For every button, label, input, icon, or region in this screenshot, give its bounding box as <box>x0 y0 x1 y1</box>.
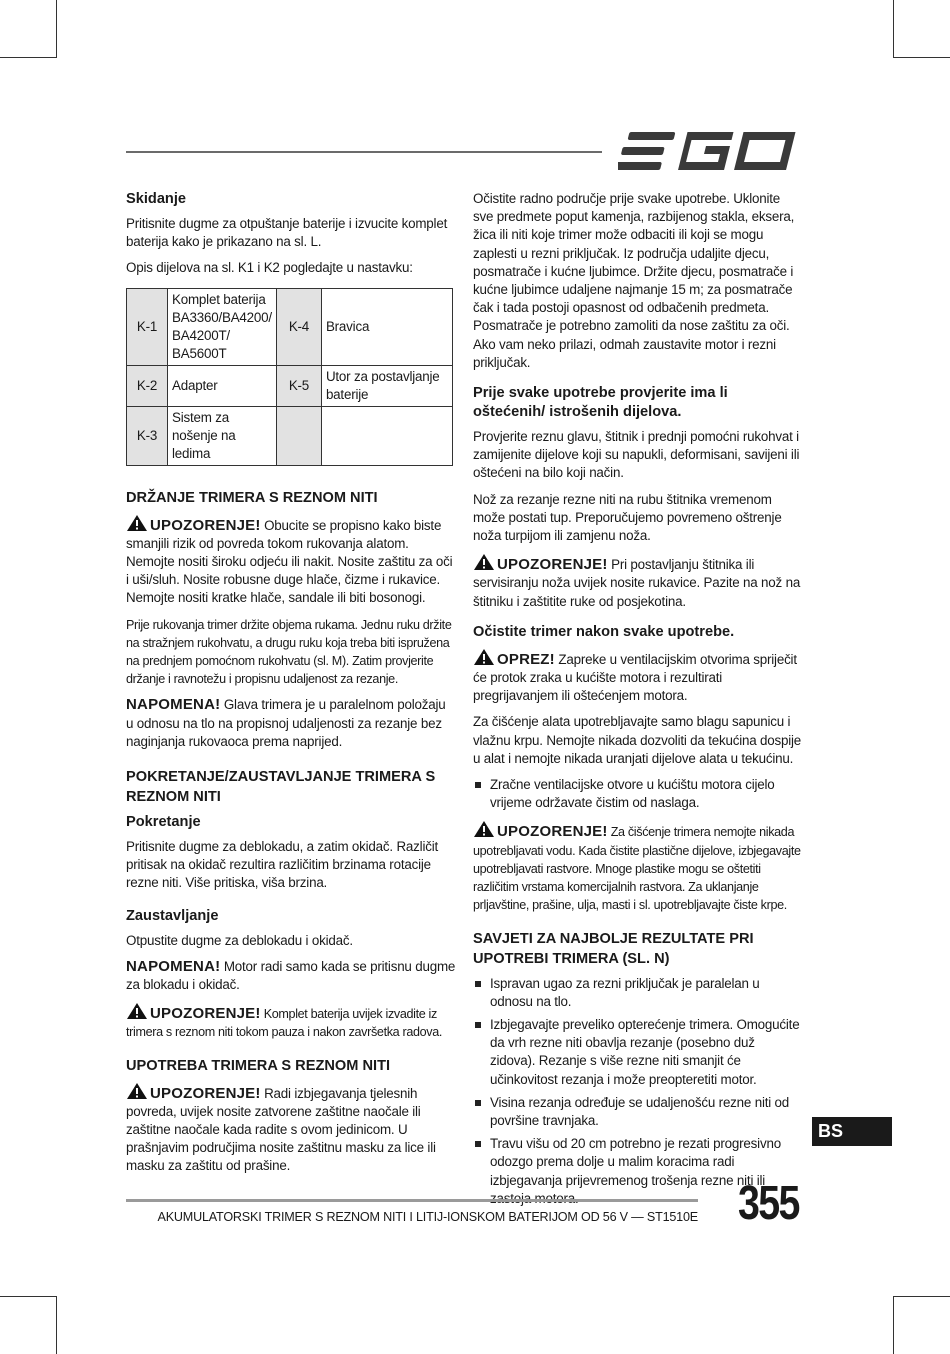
part-code: K-4 <box>276 288 321 365</box>
part-desc: Bravica <box>321 288 452 365</box>
right-column <box>473 190 803 1216</box>
note-paragraph <box>126 958 456 994</box>
part-desc: Komplet baterija BA3360/BA4200/ BA4200T/ BA5600T <box>168 288 277 365</box>
list-item <box>473 776 803 812</box>
warning-paragraph <box>473 553 803 611</box>
warning-label: UPOZORENJE! <box>150 1005 261 1023</box>
warning-triangle-icon <box>473 648 495 666</box>
list-item-text: Izbjegavajte preveliko opterećenje trimera. Omogućite da vrh rezne niti obavlja rezanje (posebno duž zidova). Rezanje s više rezne niti smanjit će učinkovitost rezanja i može preopteretiti motor. <box>490 1016 800 1087</box>
bullet-square-icon <box>475 782 481 788</box>
part-code: K-3 <box>127 406 168 465</box>
list-item-text: Visina rezanja određuje se udaljenošću rezne niti od površine travnjaka. <box>490 1094 790 1128</box>
note-paragraph <box>126 696 456 751</box>
subtitle-pokretanje: Pokretanje <box>126 814 201 831</box>
tips-list <box>473 975 803 1208</box>
warning-triangle-icon <box>126 1082 148 1100</box>
ego-logo <box>618 130 800 172</box>
paragraph: Za čišćenje alata upotrebljavajte samo blagu sapunicu i vlažnu krpu. Nemojte nikada dozvoliti da tekućina dospije u alat i nemojte nikada uranjati dijelove alata u tekućinu. <box>473 714 802 766</box>
bullet-square-icon <box>475 1022 481 1028</box>
bullet-list <box>473 776 803 812</box>
section-title-skidanje: Skidanje <box>126 191 187 207</box>
paragraph: Otpustite dugme za deblokadu i okidač. <box>126 932 353 948</box>
section-title-provjerite: Prije svake upotrebe provjerite ima li oštećenih/ istrošenih dijelova. <box>473 385 728 421</box>
section-title-upotreba: UPOTREBA TRIMERA S REZNOM NITI <box>126 1057 391 1074</box>
part-code: K-1 <box>127 288 168 365</box>
paragraph: Provjerite reznu glavu, štitnik i prednji pomoćni rukohvat i zamijenite dijelove koji su napukli, deformisani, savijeni ili oštećeni na bilo koji način. <box>473 429 800 481</box>
paragraph: Očistite radno područje prije svake upotrebe. Uklonite sve predmete poput kamenja, razbijenog stakla, eksera, žica ili niti koje trimer može odbaciti ili koji se mogu zaplesti u rezni priključak. Iz područja udaljite djecu, posmatrače i kućne ljubimce. Držite djecu, posmatrače i kućne ljubimce udaljene najmanje 15 m; za posmatrače čak i tada postoji opasnost od odbačenih predmeta. Posmatrače je potrebno zamoliti da nose zaštitu za oči. Ako vam neko prilazi, odmah zaustavite motor i rezni priključak. <box>473 191 795 370</box>
warning-label: UPOZORENJE! <box>497 556 608 574</box>
table-row <box>127 406 453 465</box>
table-row <box>127 365 453 406</box>
warning-text: Za čišćenje trimera nemojte nikada upotrebljavati vodu. Kada čistite plastične dijelove, izbjegavajte upotrebljavati rastvore. Mnoge plastike mogu se oštetiti različitim vrstama komercijalnih rastvora. Za uklanjanje prljavštine, prašine, ulja, masti i sl. upotrebljavajte čiste krpe. <box>473 825 801 913</box>
part-code: K-2 <box>127 365 168 406</box>
note-label: NAPOMENA! <box>126 957 221 975</box>
page-number: 355 <box>738 1177 799 1230</box>
parts-table <box>126 288 453 466</box>
warning-label: UPOZORENJE! <box>150 1084 261 1102</box>
paragraph: Pritisnite dugme za deblokadu, a zatim okidač. Različit pritisak na okidač rezultira različitim brzinama rotacije rezne niti. Više pritiska, viša brzina. <box>126 839 439 891</box>
crop-mark <box>56 1296 57 1354</box>
paragraph: Pritisnite dugme za otpuštanje baterije i izvucite komplet baterija kako je prikazano na sl. L. <box>126 216 448 250</box>
list-item <box>473 975 803 1011</box>
bullet-square-icon <box>475 1100 481 1106</box>
note-text: Glava trimera je u paralelnom položaju u odnosu na tlo na propisnoj udaljenosti za rezanje bez naginjanja rukovaoca prema naprijed. <box>126 697 446 749</box>
part-desc: Sistem za nošenje na ledima <box>168 406 277 465</box>
footer-rule <box>126 1199 698 1202</box>
list-item-text: Zračne ventilacijske otvore u kućištu motora cijelo vrijeme održavate čistim od naslaga. <box>490 777 775 811</box>
warning-text: Obucite se propisno kako biste smanjili rizik od povreda tokom rukovanja alatom. Nemojte nositi široku odjeću ili nakit. Nosite zaštitu za oči i uši/sluh. Nosite robusne duge hlače, čizme i rukavice. Nemojte nositi kratke hlače, sandale ili biti bosonogi. <box>126 517 453 606</box>
section-title-drzanje: DRŽANJE TRIMERA S REZNOM NITI <box>126 489 378 506</box>
footer-title: AKUMULATORSKI TRIMER S REZNOM NITI I LITIJ-IONSKOM BATERIJOM OD 56 V — ST1510E <box>157 1210 698 1224</box>
subtitle-zaustavljanje: Zaustavljanje <box>126 907 219 924</box>
warning-paragraph <box>126 1002 456 1041</box>
part-desc: Utor za postavljanje baterije <box>321 365 452 406</box>
warning-label: UPOZORENJE! <box>150 516 261 534</box>
warning-triangle-icon <box>473 820 495 838</box>
caution-text: Zapreke u ventilacijskim otvorima spriječit će protok zraka u kućište motora i rezultirati pregrijavanjem ili oštećenjem motora. <box>473 651 797 704</box>
left-column <box>126 190 456 1184</box>
language-tab: BS <box>812 1117 892 1146</box>
list-item-text: Travu višu od 20 cm potrebno je rezati progresivno odozgo prema dolje u malim koracima radi izbjegavanja prijevremenog trošenja rezne niti ili <box>490 1136 781 1188</box>
warning-paragraph <box>126 1082 456 1176</box>
part-desc <box>321 406 452 465</box>
warning-triangle-icon <box>126 514 148 532</box>
paragraph: Nož za rezanje rezne niti na rubu štitnika vremenom može postati tup. Preporučujemo povremeno oštrenje noža turpijom ili zamjenu noža. <box>473 491 782 544</box>
note-label: NAPOMENA! <box>126 696 221 714</box>
paragraph: Prije rukovanja trimer držite objema rukama. Jednu ruku držite na stražnjem rukohvatu, a drugu ruku koja treba biti ispružena na prednjem pomoćnom rukohvatu (sl. M). Zatim provjerite držanje i ravnotežu i propisnu udaljenost za rezanje. <box>126 617 452 687</box>
caution-label: OPREZ! <box>497 650 555 668</box>
crop-mark <box>893 1296 894 1354</box>
list-item <box>473 1094 803 1130</box>
crop-mark <box>0 1296 57 1297</box>
note-text: Motor radi samo kada se pritisnu dugme za blokadu i okidač. <box>126 958 456 993</box>
warning-triangle-icon <box>473 553 495 571</box>
warning-paragraph <box>126 514 456 608</box>
warning-text: Radi izbjegavanja tjelesnih povreda, uvijek nosite zatvorene zaštitne naočale ili zaštitne naočale kada radite s ovom jedinicom. U prašnjavim područjima nosite zaštitnu masku za lice ili masku za zaštitu od prašine. <box>126 1085 436 1174</box>
caution-paragraph <box>473 648 803 706</box>
warning-triangle-icon <box>126 1002 148 1020</box>
crop-mark <box>56 0 57 58</box>
crop-mark <box>893 57 950 58</box>
paragraph: Opis dijelova na sl. K1 i K2 pogledajte u nastavku: <box>126 260 413 276</box>
part-code <box>276 406 321 465</box>
crop-mark <box>0 57 57 58</box>
warning-text: Pri postavljanju štitnika ili servisiranju noža uvijek nosite rukavice. Pazite na nož na štitniku i zaštitite ruke od posjekotina. <box>473 557 801 609</box>
list-item <box>473 1016 803 1089</box>
table-row <box>127 288 453 365</box>
part-code: K-5 <box>276 365 321 406</box>
section-title-ocistite-trimer: Očistite trimer nakon svake upotrebe. <box>473 623 735 640</box>
section-title-savjeti: SAVJETI ZA NAJBOLJE REZULTATE PRI UPOTREBI TRIMERA (SL. N) <box>473 930 754 967</box>
warning-text: Komplet baterija uvijek izvadite iz trimera s reznom niti tokom pauza i nakon završetka radova. <box>126 1007 443 1040</box>
part-desc: Adapter <box>168 365 277 406</box>
crop-mark <box>893 1296 950 1297</box>
header-rule <box>126 151 602 153</box>
bullet-square-icon <box>475 981 481 987</box>
bullet-square-icon <box>475 1141 481 1147</box>
section-title-pokretanje: POKRETANJE/ZAUSTAVLJANJE TRIMERA S REZNOM NITI <box>126 769 436 806</box>
warning-label: UPOZORENJE! <box>497 823 608 841</box>
list-item-text: Ispravan ugao za rezni priključak je paralelan u odnosu na tlo. <box>490 975 760 1009</box>
crop-mark <box>893 0 894 58</box>
warning-paragraph <box>473 820 803 914</box>
